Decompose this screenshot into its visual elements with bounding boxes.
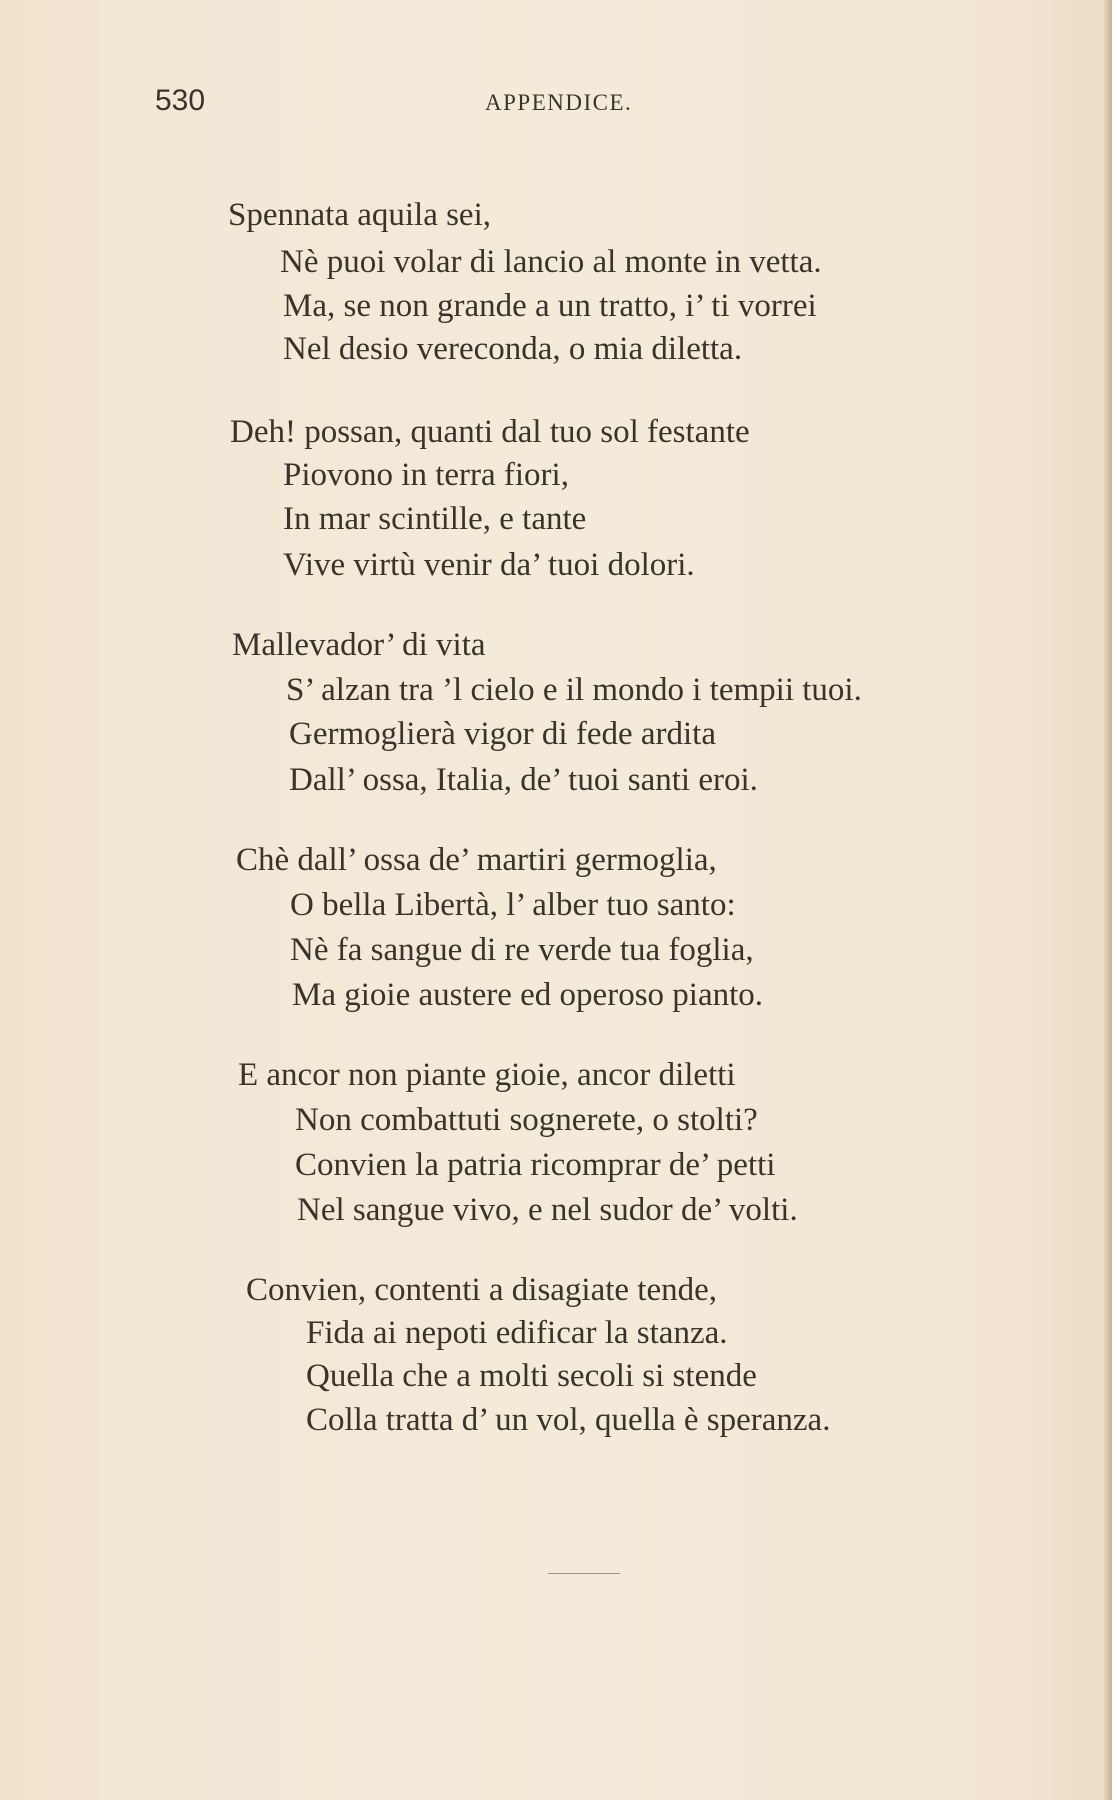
poem-line: Mallevador’ di vita [232,627,486,663]
poem-line: Convien, contenti a disagiate tende, [246,1272,718,1308]
poem-line: Quella che a molti secoli si stende [306,1358,757,1394]
poem-line: S’ alzan tra ’l cielo e il mondo i tempii tuoi. [286,672,862,708]
poem-line: Ma gioie austere ed operoso pianto. [292,977,764,1013]
page-number: 530 [155,84,206,117]
poem-line: E ancor non piante gioie, ancor diletti [238,1057,736,1093]
poem-line: Non combattuti sognerete, o stolti? [295,1102,758,1138]
poem-line: Convien la patria ricomprar de’ petti [295,1147,776,1183]
poem-line: Chè dall’ ossa de’ martiri germoglia, [236,842,717,878]
poem-line: O bella Libertà, l’ alber tuo santo: [290,887,736,923]
poem-line: Piovono in terra fiori, [283,457,569,493]
poem-line: Colla tratta d’ un vol, quella è speranza. [306,1402,831,1438]
poem-line: Nel desio vereconda, o mia diletta. [283,331,743,367]
poem-line: Nè puoi volar di lancio al monte in vetta. [280,244,822,280]
poem-line: Vive virtù venir da’ tuoi dolori. [283,547,695,583]
poem-line: Fida ai nepoti edificar la stanza. [306,1315,728,1351]
poem-line: Dall’ ossa, Italia, de’ tuoi santi eroi. [289,762,758,798]
poem-line: Deh! possan, quanti dal tuo sol festante [230,414,750,450]
poem-line: Nè fa sangue di re verde tua foglia, [290,932,754,968]
poem-line: Nel sangue vivo, e nel sudor de’ volti. [297,1192,798,1228]
running-head: APPENDICE. [485,90,633,115]
poem-line: Ma, se non grande a un tratto, i’ ti vorrei [283,288,817,324]
poem-line: Spennata aquila sei, [228,197,492,233]
closing-rule [548,1573,620,1574]
poem-line: Germoglierà vigor di fede ardita [289,716,716,752]
poem-line: In mar scintille, e tante [283,501,587,537]
